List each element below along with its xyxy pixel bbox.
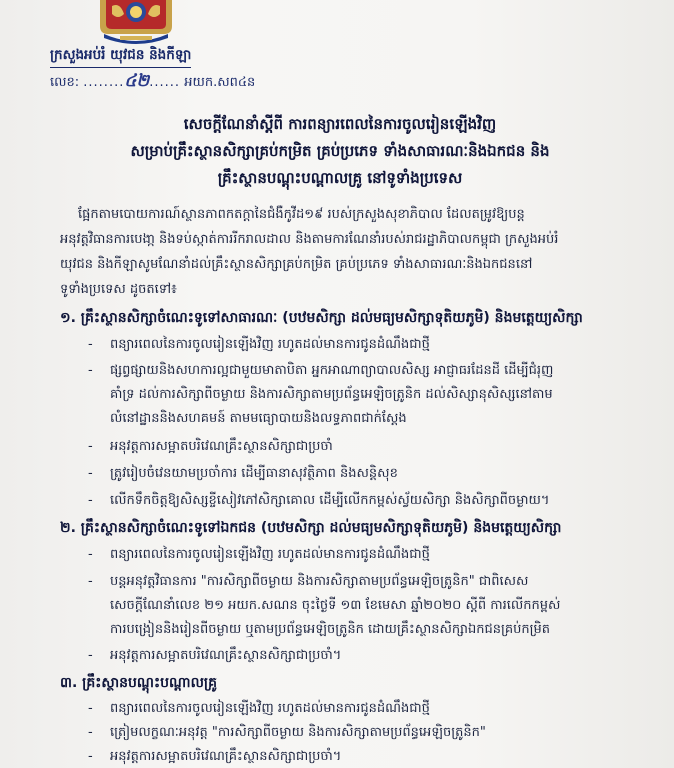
list-item: - ត្រៀមលក្ខណៈអនុវត្ត "ការសិក្សាពីចម្ងាយ និងការសិក្សាតាមប្រព័ន្ធអេឡិចត្រូនិក" <box>88 725 486 740</box>
intro-line-4: ទូទាំងប្រទេស ដូចតទៅ៖ <box>60 282 177 297</box>
list-item: - អនុវត្តការសម្អាតបរិវេណគ្រឹះស្ថានសិក្សាជាប្រចាំ <box>88 439 333 454</box>
list-item: - ផ្សព្វផ្សាយនិងសហការល្អជាមួយមាតាបិតា អ្នកអាណាព្យាបាលសិស្ស អាជ្ញាធរដែនដី ដើម្បីជំរុញ <box>88 363 554 378</box>
list-item: - អនុវត្តការសម្អាតបរិវេណគ្រឹះស្ថានសិក្សាជាប្រចាំ។ <box>88 648 342 663</box>
reference-number: លេខ: ........៤២...... អយក.សព៤ន <box>50 71 256 91</box>
list-item: - ពន្យារពេលនៃការចូលរៀនឡើងវិញ រហូតដល់មានការជូនដំណឹងជាថ្មី <box>88 547 430 562</box>
list-item: - ពន្យារពេលនៃការចូលរៀនឡើងវិញ រហូតដល់មានការជូនដំណឹងជាថ្មី <box>88 337 430 352</box>
document-title-line-3: គ្រឹះស្ថានបណ្តុះបណ្តាលគ្រូ នៅទូទាំងប្រទេស <box>217 169 463 187</box>
list-item-continuation: ការបង្រៀននិងរៀនពីចម្ងាយ ឬតាមប្រព័ន្ធអេឡិចត្រូនិក ដោយគ្រឹះស្ថានសិក្សាឯកជនគ្រប់កម្រិត <box>110 622 550 637</box>
intro-line-2: អនុវត្តវិធានការបេងា្ក និងទប់ស្កាត់ការរីករាលដាល និងតាមការណែនាំរបស់រាជរដ្ឋាភិបាលកម្ពុជា ក្រសួងអប់រំ <box>60 232 559 247</box>
document-title-line-2: សម្រាប់គ្រឹះស្ថានសិក្សាគ្រប់កម្រិត គ្រប់ប្រភេទ ទាំងសាធារណៈនិងឯកជន និង <box>130 142 550 160</box>
intro-line-3: យុវជន និងកីឡាសូមណែនាំដល់គ្រឹះស្ថានសិក្សាគ្រប់កម្រិត គ្រប់ប្រភេទ ទាំងសាធារណៈនិងឯកជននៅ <box>60 257 533 272</box>
list-item: - បន្តអនុវត្តវិធានការ "ការសិក្សាពីចម្ងាយ និងការសិក្សាតាមប្រព័ន្ធអេឡិចត្រូនិក" ជាពិសេស <box>88 574 529 589</box>
list-item: - ត្រូវរៀបចំវេនយាមប្រចាំការ ដើម្បីធានាសុវត្ថិភាព និងសន្តិសុខ <box>88 466 398 481</box>
list-item: - លើកទឹកចិត្តឱ្យសិស្សខ្ចីសៀវភៅសិក្សាគោល ដើម្បីលើកកម្ពស់ស្វ័យសិក្សា និងសិក្សាពីចម្ងាយ។ <box>88 493 550 508</box>
list-item-continuation: លំនៅដ្ឋាននិងសហគមន៍ តាមមធ្យោបាយនិងលទ្ធភាពជាក់ស្តែង <box>110 411 407 426</box>
ministry-name: ក្រសួងអប់រំ យុវជន និងកីឡា <box>50 46 191 66</box>
intro-line-1: ផ្អែកតាមបោយការណ៍ស្ថានភាពកតក្តានៃជំងឺកូវីដ១៩ របស់ក្រសួងសុខាភិបាល ដែលតម្រូវឱ្យបន្ត <box>78 207 525 222</box>
section-3-heading: ៣. គ្រឹះស្ថានបណ្តុះបណ្តាលគ្រូ <box>60 675 217 691</box>
list-item: - អនុវត្តការសម្អាតបរិវេណគ្រឹះស្ថានសិក្សាជាប្រចាំ។ <box>88 749 342 764</box>
list-item-continuation: គាំទ្រ ដល់ការសិក្សាពីចម្ងាយ និងការសិក្សាតាមប្រព័ន្ធអេឡិចត្រូនិក ដល់សិស្សានុសិស្សនៅតាម <box>110 387 553 402</box>
royal-emblem-icon <box>90 0 182 44</box>
document-title-line-1: សេចក្តីណែនាំស្តីពី ការពន្យារពេលនៃការចូលរៀនឡើងវិញ <box>183 115 497 133</box>
section-2-heading: ២. គ្រឹះស្ថានសិក្សាចំណេះទូទៅឯកជន (បឋមសិក្សា ដល់មធ្យមសិក្សាទុតិយភូមិ) និងមត្តេយ្យសិក្សា <box>60 520 562 536</box>
list-item-continuation: សេចក្តីណែនាំលេខ ២១ អយក.សណន ចុះថ្ងៃទី ១៣ ខែមេសា ឆ្នាំ២០២០ ស្តីពី ការលើកកម្ពស់ <box>110 598 561 613</box>
section-1-heading: ១. គ្រឹះស្ថានសិក្សាចំណេះទូទៅសាធារណៈ (បឋមសិក្សា ដល់មធ្យមសិក្សាទុតិយភូមិ) និងមត្តេយ្យសិក្សា <box>60 310 583 326</box>
list-item: - ពន្យារពេលនៃការចូលរៀនឡើងវិញ រហូតដល់មានការជូនដំណឹងជាថ្មី <box>88 701 430 716</box>
